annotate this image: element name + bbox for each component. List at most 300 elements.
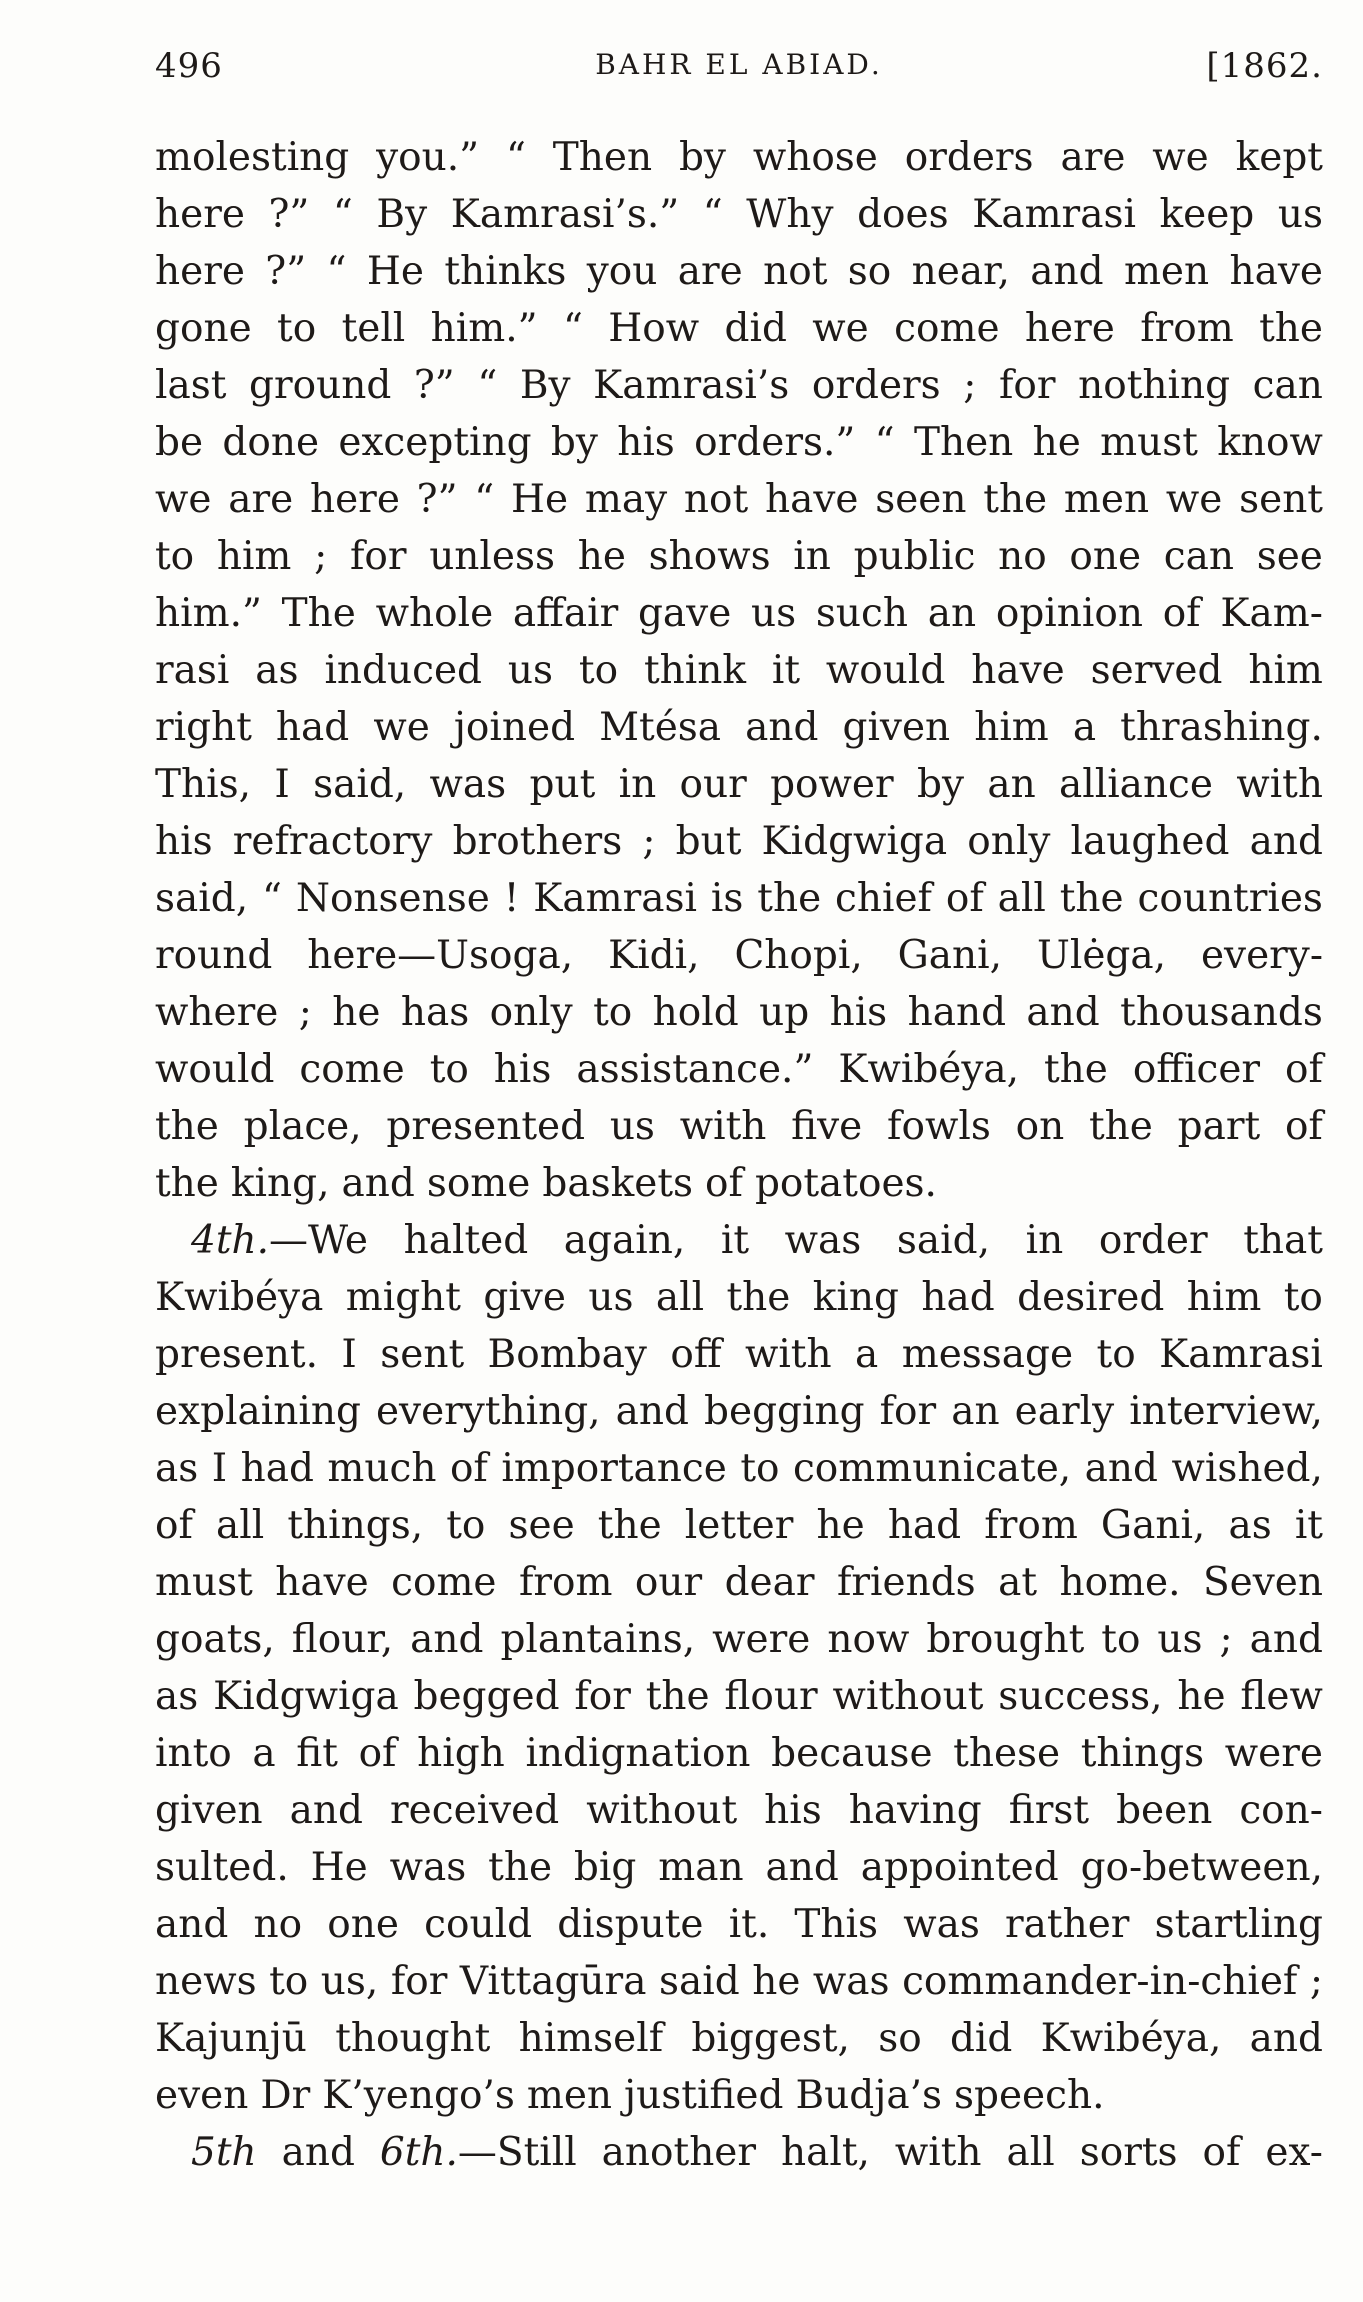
word: an [927,591,977,636]
word: he [1032,420,1081,465]
word: ?” [416,477,458,522]
text-line [155,699,1323,756]
word: power [770,762,894,807]
word: Kidgwiga [213,1674,399,1719]
word: ?” [268,192,310,237]
word: not [683,477,749,522]
word: sorts [1079,2130,1178,2175]
word: hand [907,990,1007,1035]
word: the [155,1104,219,1149]
word: everything, [375,1389,601,1434]
word: our [679,762,747,807]
word: did [949,2016,1013,2061]
text-line [155,1725,1323,1782]
word: for [999,363,1056,408]
word: the [488,1845,553,1890]
word: seen [875,477,967,522]
word: Kamrasi [972,192,1136,237]
text-line [155,528,1323,585]
word: indignation [525,1731,751,1776]
word: would [825,648,946,693]
word: us, [320,1959,379,2004]
word: had [240,1446,314,1491]
word: This, [155,762,252,807]
word: to [740,1446,780,1491]
word: every- [1200,933,1323,978]
word: goats, [155,1617,275,1662]
word: news [155,1959,257,2004]
word: from [1140,306,1234,351]
word: for [574,1674,631,1719]
word: because [771,1731,933,1776]
word: us [1277,192,1323,237]
word: it [1294,1503,1323,1548]
word: all [997,876,1046,921]
word: as [155,1446,199,1491]
word: without [586,1788,738,1833]
word: last [155,363,227,408]
word: He [366,249,424,294]
word: baskets [542,1161,694,1206]
page-header [155,46,1323,96]
word: “ [702,192,723,237]
word: as [155,1674,199,1719]
word: Kidgwiga [761,819,948,864]
text-line [155,870,1323,927]
word: and [410,1617,484,1662]
word: here [1024,306,1115,351]
text-line [155,414,1323,471]
text-line [155,984,1323,1041]
word: his [155,819,213,864]
word: he [816,1503,865,1548]
word: commander-in-chief [902,1959,1298,2004]
word: tell [341,306,406,351]
text-line [155,1554,1323,1611]
word: these [953,1731,1061,1776]
word: startling [1154,1902,1323,1947]
word: men [1123,249,1210,294]
word: “ [562,306,583,351]
word: thinks [444,249,567,294]
word: we [1152,135,1209,180]
text-line [155,585,1323,642]
page-number: 496 [155,46,223,86]
word: give [483,1275,566,1320]
word: right [155,705,252,750]
word: our [634,1560,703,1605]
word: thought [335,2016,491,2061]
word: may [584,477,668,522]
word: did [724,306,787,351]
word: you [586,249,658,294]
word: given [155,1788,263,1833]
word: thousands [1120,990,1323,1035]
word: Why [746,192,834,237]
word: Kamrasi [533,876,698,921]
word: Then [913,420,1014,465]
word: brought [926,1617,1085,1662]
text-line [155,927,1323,984]
word: him.” [430,306,538,351]
word: chief [835,876,932,921]
word: and [341,1161,415,1206]
word: “ [474,477,495,522]
word: here [309,477,400,522]
word: order [1098,1218,1208,1263]
text-line [155,1953,1323,2010]
word: him [1186,1275,1262,1320]
word: Chopi, [734,933,863,978]
word: alliance [1059,762,1213,807]
word: Kwibéya, [838,1047,1020,1092]
word: does [857,192,949,237]
word: served [1090,648,1223,693]
word: gave [637,591,732,636]
word: orders [904,135,1034,180]
text-line [155,1839,1323,1896]
word: must [1100,420,1198,465]
word: him [216,534,292,579]
word: but [675,819,742,864]
word: I [341,1332,357,1377]
word: put [529,762,596,807]
word: his [493,1047,552,1092]
word: begging [704,1389,865,1434]
word: to [593,990,633,1035]
word: ; [1219,1617,1233,1662]
word: we [812,306,869,351]
word: by [916,762,964,807]
word: was [812,1959,890,2004]
word: by [550,420,598,465]
word: such [815,591,908,636]
word: “ [477,363,498,408]
word: success, [998,1674,1163,1719]
word: said, [155,876,249,921]
text-line [155,2124,1323,2181]
word: explaining [155,1389,361,1434]
word: Kamrasi [1159,1332,1323,1377]
word: was [903,1902,980,1947]
word: it [720,1218,750,1263]
word: importance [501,1446,727,1491]
word: whole [375,591,494,636]
word: the [1259,306,1323,351]
word: king [812,1275,899,1320]
word: to [1283,1275,1323,1320]
word: sulted. [155,1845,289,1890]
word: “ [332,192,353,237]
word: some [426,1161,531,1206]
word: us [1157,1617,1203,1662]
word: us [751,591,797,636]
text-line [155,300,1323,357]
word: from [984,1503,1078,1548]
word: potatoes. [754,1161,937,1206]
word: molesting [155,135,350,180]
word: ?” [413,363,455,408]
word: Ulėga, [1036,933,1167,978]
text-line [155,813,1323,870]
word: can [1252,363,1323,408]
word: desired [1017,1275,1165,1320]
word: no [998,534,1047,579]
word: of [358,1731,397,1776]
word: Then [552,135,653,180]
word: round [155,933,273,978]
word: place, [243,1104,362,1149]
word: to [578,648,619,693]
word: from [518,1560,613,1605]
word: were [1224,1731,1323,1776]
word: Kwibéya, [1040,2016,1222,2061]
word: as [255,648,299,693]
word: ; [642,819,656,864]
word: we [1165,477,1223,522]
text-line [155,357,1323,414]
word: of [1162,591,1201,636]
word: his [764,1788,822,1833]
word: had [275,705,350,750]
word: halted [403,1218,529,1263]
word: friends [836,1560,976,1605]
word: 6th.—Still [379,2130,577,2175]
word: laughed [1070,819,1230,864]
word: said, [313,762,407,807]
word: had [887,1503,962,1548]
word: dispute [557,1902,704,1947]
word: an [951,1389,1000,1434]
text-line [155,1155,1323,1212]
word: ground [249,363,392,408]
word: appointed [860,1845,1059,1890]
word: in [1025,1218,1064,1263]
word: can [1163,534,1234,579]
word: unless [429,534,556,579]
word: a [1072,705,1097,750]
word: a [855,1332,879,1377]
word: up [759,990,810,1035]
word: affair [512,591,619,636]
word: here—Usoga, [307,933,574,978]
word: fowls [887,1104,991,1149]
word: all [1006,2130,1055,2175]
word: know [1217,420,1323,465]
word: much [327,1446,437,1491]
word: think [643,648,746,693]
word: we [373,705,430,750]
word: He [310,1845,368,1890]
text-line [155,1668,1323,1725]
word: the [597,1503,662,1548]
word: justified [624,2073,784,2118]
word: Dr [260,2073,311,2118]
word: Budja’s [795,2073,942,2118]
word: only [489,990,573,1035]
word: ; [963,363,977,408]
word: are [677,249,743,294]
word: for [390,1959,448,2004]
word: for [349,534,407,579]
word: a [252,1731,276,1776]
word: it. [728,1902,770,1947]
word: dear [724,1560,815,1605]
word: home. [1059,1560,1181,1605]
word: communicate, [792,1446,1072,1491]
word: rather [1005,1902,1130,1947]
word: was [429,762,507,807]
word: keep [1159,192,1255,237]
word: we [155,477,212,522]
word: ; [314,534,328,579]
word: him [974,705,1049,750]
word: of [1284,1104,1323,1149]
word: been [1116,1788,1213,1833]
word: “ [505,135,526,180]
word: interview, [1129,1389,1323,1434]
word: done [222,420,320,465]
text-line [155,471,1323,528]
word: the [1088,1104,1153,1149]
word: here [155,192,245,237]
word: thrashing. [1120,705,1323,750]
word: would [155,1047,275,1092]
word: con- [1239,1788,1323,1833]
word: speech. [953,2073,1105,2118]
word: have [275,1560,369,1605]
word: he [577,534,626,579]
word: king, [230,1161,330,1206]
text-line [155,1269,1323,1326]
word: near, [911,249,1010,294]
word: only [967,819,1051,864]
word: “ [874,420,895,465]
word: of [705,1161,743,1206]
text-line [155,1383,1323,1440]
word: and [1084,1446,1159,1491]
word: Gani, [897,933,1003,978]
word: have [1229,249,1323,294]
word: in [793,534,831,579]
word: first [1008,1788,1090,1833]
word: with [1236,762,1323,807]
word: things, [287,1503,424,1548]
word: on [1015,1104,1065,1149]
word: another [601,2130,757,2175]
word: and [1249,1617,1323,1662]
word: whose [752,135,878,180]
word: he [752,1959,801,2004]
word: Kamrasi’s.” [450,192,680,237]
word: biggest, [691,2016,850,2061]
word: so [878,2016,922,2061]
word: was [784,1218,862,1263]
word: officer [1132,1047,1261,1092]
word: not [763,249,828,294]
word: to [277,306,317,351]
word: high [417,1731,505,1776]
word: orders [811,363,941,408]
word: message [901,1332,1074,1377]
word: himself [518,2016,664,2061]
word: How [608,306,700,351]
word: must [155,1560,253,1605]
word: I [211,1446,228,1491]
word: Kwibéya [155,1275,324,1320]
word: here [155,249,245,294]
word: kept [1235,135,1323,180]
word: Kam- [1220,591,1323,636]
word: and [1030,249,1104,294]
word: countries [1137,876,1323,921]
word: Nonsense [295,876,490,921]
word: and [765,1845,839,1890]
word: and [281,2130,355,2175]
word: as [1228,1503,1272,1548]
word: to [1096,1332,1136,1377]
word: rasi [155,648,230,693]
word: us [609,1104,655,1149]
word: early [1014,1389,1115,1434]
word: presented [386,1104,586,1149]
word: to [155,534,195,579]
word: has [400,990,470,1035]
body-text [155,129,1323,2181]
word: go-between, [1080,1845,1323,1890]
word: are [228,477,294,522]
word: to [269,1959,309,2004]
word: big [573,1845,637,1890]
word: hold [652,990,739,1035]
word: Mtésa [599,705,722,750]
text-line [155,1041,1323,1098]
word: even [155,2073,249,2118]
word: The [281,591,356,636]
word: Kamrasi’s [593,363,790,408]
word: of [449,1446,488,1491]
word: opinion [995,591,1143,636]
word: Bombay [487,1332,647,1377]
word: with [679,1104,767,1149]
word: and [615,1389,689,1434]
word: given [842,705,951,750]
word: the [645,1674,710,1719]
text-line [155,642,1323,699]
word: 5th [191,2130,257,2175]
word: refractory [232,819,433,864]
word: to [1101,1617,1141,1662]
word: to [429,1047,469,1092]
word: five [791,1104,863,1149]
word: into [155,1731,232,1776]
word: said, [896,1218,990,1263]
word: and [1026,990,1100,1035]
word: that [1243,1218,1323,1263]
word: without [832,1674,984,1719]
text-line [155,1098,1323,1155]
word: the [155,1161,219,1206]
word: induced [324,648,482,693]
word: Seven [1202,1560,1323,1605]
text-line [155,1782,1323,1839]
word: no [253,1902,303,1947]
text-line [155,129,1323,186]
word: you.” [376,135,480,180]
word: flour, [291,1617,394,1662]
word: having [848,1788,982,1833]
word: sent [1239,477,1323,522]
